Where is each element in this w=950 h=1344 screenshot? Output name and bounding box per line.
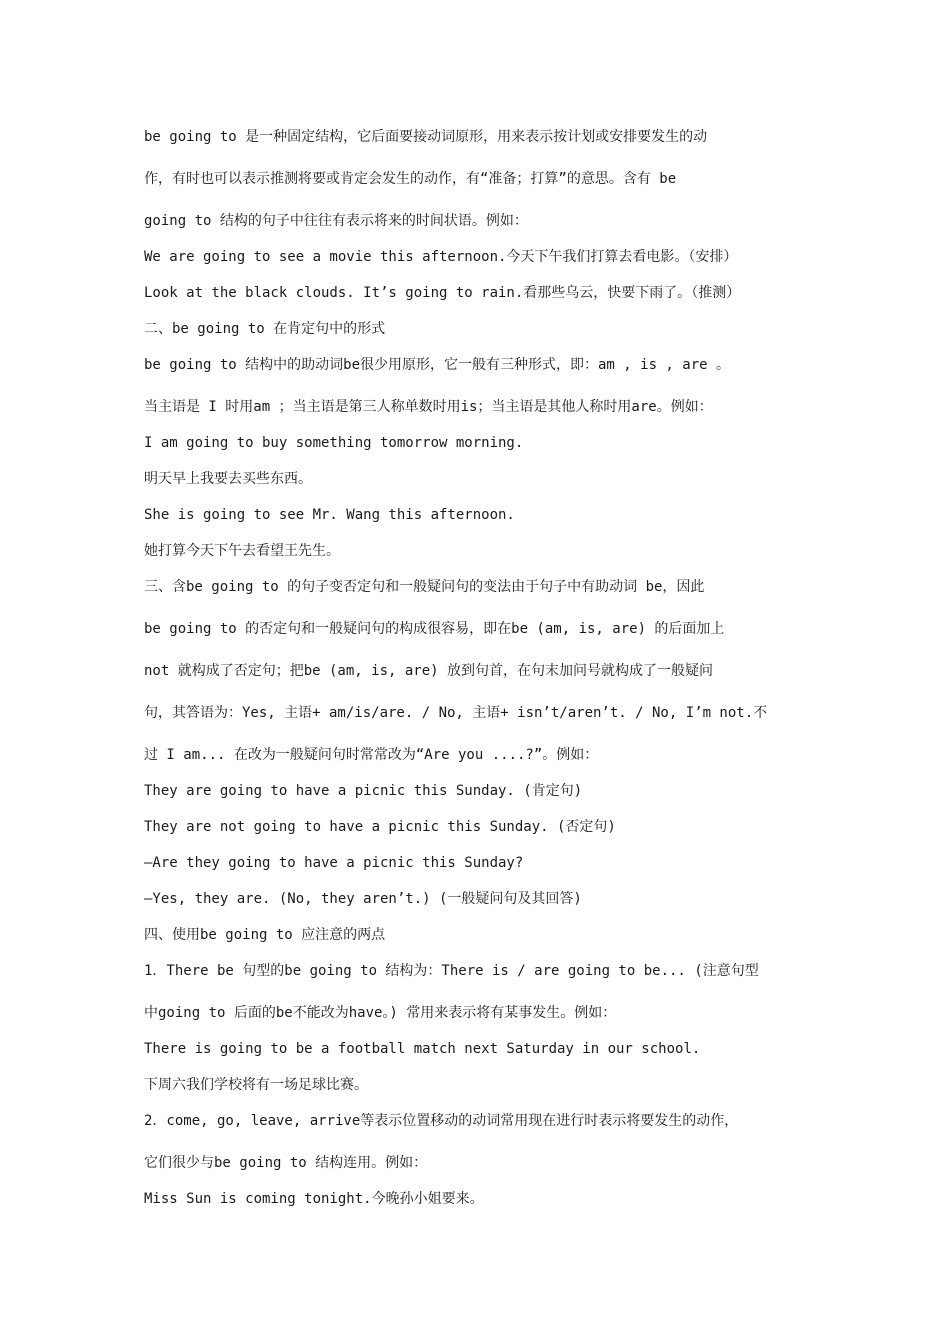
example-sentence: We are going to see a movie this afternoon.今天下午我们打算去看电影。（安排）	[144, 249, 738, 265]
example-sentence: She is going to see Mr. Wang this afternoon.	[144, 507, 515, 523]
example-translation: 明天早上我要去买些东西。	[144, 471, 312, 487]
section-heading-2: 二、be going to 在肯定句中的形式	[144, 321, 386, 337]
example-sentence: Miss Sun is coming tonight.今晚孙小姐要来。	[144, 1191, 484, 1207]
paragraph-line: 2．come, go, leave, arrive等表示位置移动的动词常用现在进行时表示将要发生的动作，	[144, 1113, 739, 1129]
paragraph-line: 句，其答语为：Yes, 主语+ am/is/are. / No, 主语+ isn’t/aren’t. / No, I’m not.不	[144, 705, 768, 721]
example-translation: 她打算今天下午去看望王先生。	[144, 543, 340, 559]
example-sentence: They are going to have a picnic this Sunday. (肯定句)	[144, 783, 583, 799]
section-heading-3: 三、含be going to 的句子变否定句和一般疑问句的变法由于句子中有助动词 be，因此	[144, 579, 705, 595]
example-sentence: They are not going to have a picnic this Sunday. (否定句)	[144, 819, 616, 835]
paragraph-line: not 就构成了否定句；把be (am, is, are) 放到句首，在句末加问号就构成了一般疑问	[144, 663, 714, 679]
paragraph-line: 中going to 后面的be不能改为have。) 常用来表示将有某事发生。例如：	[144, 1005, 617, 1021]
example-sentence: I am going to buy something tomorrow morning.	[144, 435, 524, 451]
paragraph-line: 1．There be 句型的be going to 结构为：There is / are going to be... (注意句型	[144, 963, 759, 979]
paragraph-line: 作，有时也可以表示推测将要或肯定会发生的动作，有“准备；打算”的意思。含有 be	[144, 171, 677, 187]
paragraph-line: 过 I am... 在改为一般疑问句时常常改为“Are you ....?”。例如：	[144, 747, 599, 763]
paragraph-line: going to 结构的句子中往往有表示将来的时间状语。例如：	[144, 213, 528, 229]
example-sentence: Look at the black clouds. It’s going to rain.看那些乌云，快要下雨了。（推测）	[144, 285, 741, 301]
example-sentence: —Yes, they are. (No, they aren’t.) (一般疑问句及其回答)	[144, 891, 582, 907]
document-page	[144, 120, 814, 1218]
paragraph-line: 它们很少与be going to 结构连用。例如：	[144, 1155, 428, 1171]
paragraph-line: be going to 的否定句和一般疑问句的构成很容易，即在be (am, is, are) 的后面加上	[144, 621, 725, 637]
example-sentence: There is going to be a football match next Saturday in our school.	[144, 1041, 701, 1057]
example-translation: 下周六我们学校将有一场足球比赛。	[144, 1077, 368, 1093]
paragraph-line: be going to 结构中的助动词be很少用原形，它一般有三种形式，即：am , is , are 。	[144, 357, 731, 373]
paragraph-line: 当主语是 I 时用am ；当主语是第三人称单数时用is；当主语是其他人称时用are。例如：	[144, 399, 713, 415]
section-heading-4: 四、使用be going to 应注意的两点	[144, 927, 386, 943]
paragraph-line: be going to 是一种固定结构，它后面要接动词原形，用来表示按计划或安排要发生的动	[144, 129, 708, 145]
example-sentence: —Are they going to have a picnic this Sunday?	[144, 855, 524, 871]
